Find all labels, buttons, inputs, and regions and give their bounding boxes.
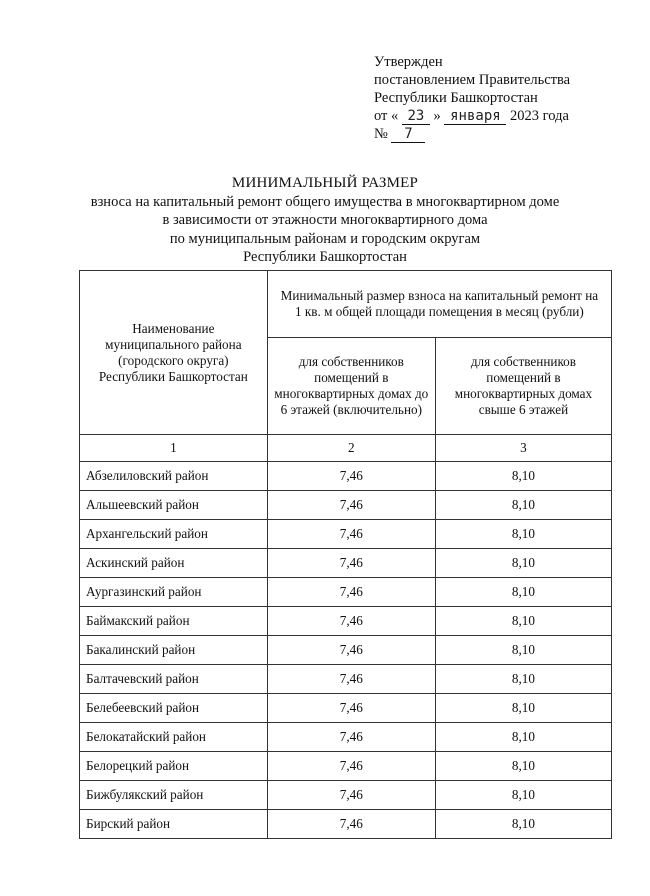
table-row [80,810,612,839]
value-over-6: 8,10 [435,462,611,491]
municipality-name: Альшеевский район [80,491,268,520]
table-row [80,636,612,665]
table-row [80,578,612,607]
header-group: Минимальный размер взноса на капитальный ремонт на 1 кв. м общей площади помещения в месяц (рубли) [267,271,611,338]
table-row [80,665,612,694]
municipality-name: Белорецкий район [80,752,268,781]
date-year: 2023 [510,108,540,124]
header-municipality: Наименование муниципального района (городского округа) Республики Башкортостан [80,271,268,435]
column-number-3: 3 [435,435,611,462]
date-mid: » [433,108,441,124]
approval-date [374,107,570,125]
value-up-to-6: 7,46 [267,636,435,665]
header-up-to-6-floors: для собственников помещений в многоквартирных домах до 6 этажей (включительно) [267,338,435,435]
approval-line-2: постановлением Правительства [374,72,571,88]
value-up-to-6: 7,46 [267,752,435,781]
table-row [80,549,612,578]
approval-number [374,125,570,143]
value-over-6: 8,10 [435,491,611,520]
value-over-6: 8,10 [435,694,611,723]
table-row [80,752,612,781]
date-year-suffix: года [542,108,569,124]
title-line-4: по муниципальным районам и городским округам [169,230,481,247]
value-over-6: 8,10 [435,636,611,665]
table-row [80,491,612,520]
table-row [80,520,612,549]
value-over-6: 8,10 [435,607,611,636]
value-up-to-6: 7,46 [267,607,435,636]
municipality-name: Абзелиловский район [80,462,268,491]
municipality-name: Белебеевский район [80,694,268,723]
title-line-3: в зависимости от этажности многоквартирного дома [162,212,488,228]
value-up-to-6: 7,46 [267,665,435,694]
municipality-name: Бирский район [80,810,268,839]
table-row [80,607,612,636]
header-over-6-floors: для собственников помещений в многоквартирных домах свыше 6 этажей [435,338,611,435]
table-body [80,435,612,839]
title-heading: МИНИМАЛЬНЫЙ РАЗМЕР [231,175,419,191]
municipality-name: Баймакский район [80,607,268,636]
date-prefix: от « [374,108,399,124]
value-over-6: 8,10 [435,578,611,607]
value-up-to-6: 7,46 [267,810,435,839]
date-day: 23 [402,109,430,125]
municipality-name: Белокатайский район [80,723,268,752]
table-row [80,781,612,810]
value-up-to-6: 7,46 [267,462,435,491]
column-number-row [80,435,612,462]
municipality-name: Архангельский район [80,520,268,549]
number-value: 7 [391,127,425,143]
value-over-6: 8,10 [435,520,611,549]
table-row [80,462,612,491]
value-up-to-6: 7,46 [267,491,435,520]
municipality-name: Бакалинский район [80,636,268,665]
approval-block [374,53,570,143]
municipality-name: Бижбулякский район [80,781,268,810]
value-over-6: 8,10 [435,665,611,694]
table-row [80,694,612,723]
value-over-6: 8,10 [435,810,611,839]
value-up-to-6: 7,46 [267,578,435,607]
value-over-6: 8,10 [435,723,611,752]
value-over-6: 8,10 [435,549,611,578]
value-up-to-6: 7,46 [267,694,435,723]
value-up-to-6: 7,46 [267,549,435,578]
value-over-6: 8,10 [435,752,611,781]
approval-line-1: Утвержден [374,54,443,70]
contribution-table [79,270,612,839]
municipality-name: Аургазинский район [80,578,268,607]
column-number-1: 1 [80,435,268,462]
title-line-5: Республики Башкортостан [243,249,407,265]
column-number-2: 2 [267,435,435,462]
municipality-name: Аскинский район [80,549,268,578]
value-up-to-6: 7,46 [267,520,435,549]
municipality-name: Балтачевский район [80,665,268,694]
value-over-6: 8,10 [435,781,611,810]
date-month: января [444,109,506,125]
approval-line-3: Республики Башкортостан [374,90,538,106]
number-label: № [374,126,388,142]
document-title [0,174,650,267]
value-up-to-6: 7,46 [267,781,435,810]
title-line-2: взноса на капитальный ремонт общего имущества в многоквартирном доме [90,193,560,210]
value-up-to-6: 7,46 [267,723,435,752]
table-row [80,723,612,752]
